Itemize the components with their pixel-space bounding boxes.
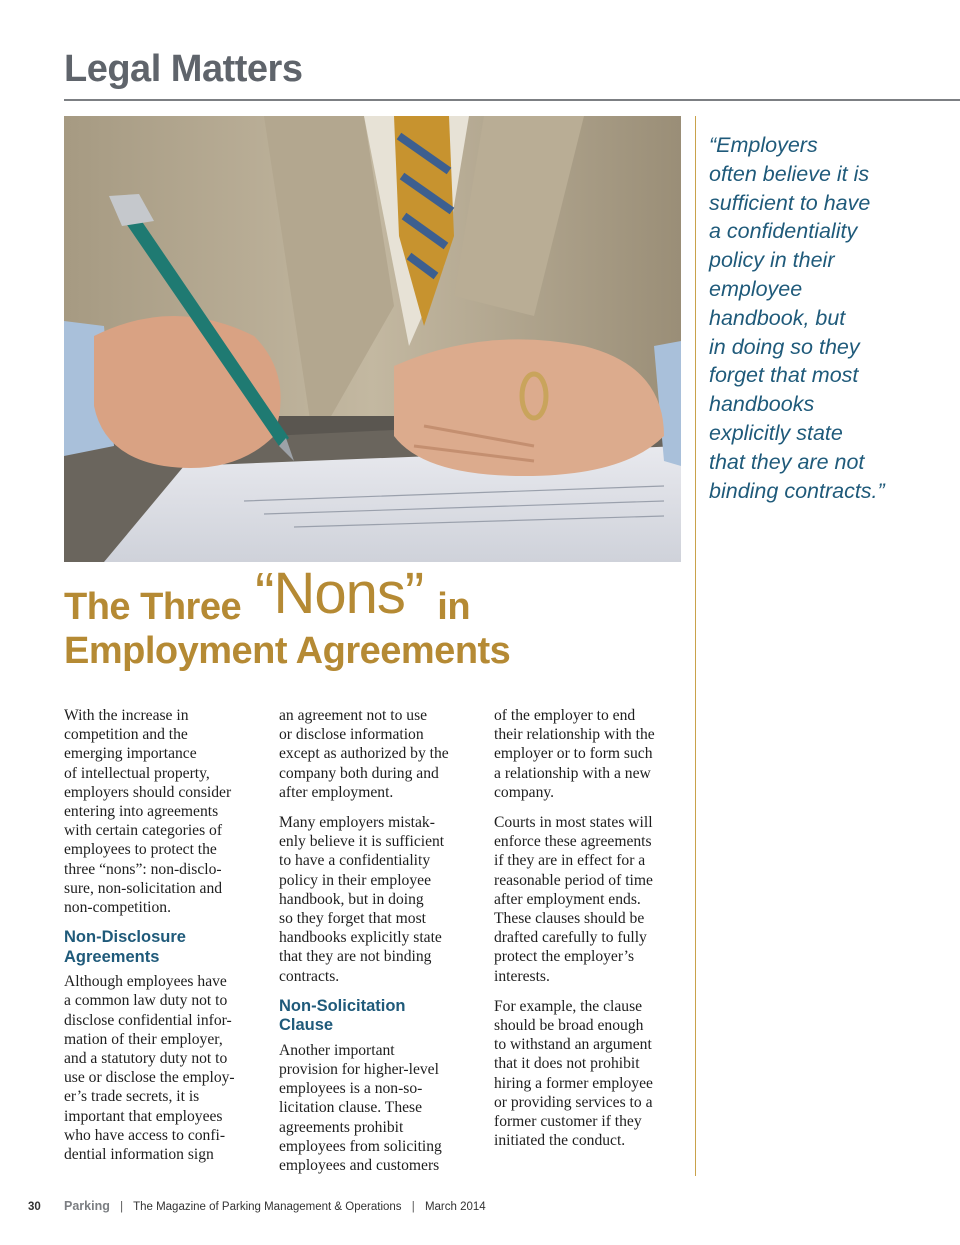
text-line: handbooks explicitly state xyxy=(279,929,442,947)
text-line: employees to protect the xyxy=(64,841,217,859)
text-line: former customer if they xyxy=(494,1113,642,1131)
paragraph xyxy=(494,997,684,1151)
headline-part1: The Three xyxy=(64,586,242,628)
pull-quote-line: often believe it is xyxy=(709,161,870,186)
page-footer xyxy=(28,1199,486,1213)
text-line: and a statutory duty not to xyxy=(64,1050,228,1068)
subheading-line: Clause xyxy=(279,1016,334,1035)
text-line: so they forget that most xyxy=(279,910,426,928)
block-gap xyxy=(279,986,469,997)
pull-quote-line: that they are not xyxy=(709,449,865,474)
subheading xyxy=(279,997,469,1036)
pull-quote-line: employee xyxy=(709,276,803,301)
block-gap xyxy=(279,802,469,813)
paragraph xyxy=(279,706,469,802)
text-line: mation of their employer, xyxy=(64,1030,223,1048)
text-line: competition and the xyxy=(64,726,188,744)
text-line: contracts. xyxy=(279,967,340,985)
text-line: These clauses should be xyxy=(494,910,645,928)
text-line: after employment. xyxy=(279,783,394,801)
magazine-name: Parking xyxy=(64,1199,110,1213)
text-line: Courts in most states will xyxy=(494,814,653,832)
page-number: 30 xyxy=(28,1201,41,1213)
text-line: that they are not binding xyxy=(279,948,432,966)
text-line: drafted carefully to fully xyxy=(494,929,647,947)
text-line: three “nons”: non-disclo- xyxy=(64,860,222,878)
text-column-3 xyxy=(494,706,684,1150)
text-line: who have access to confi- xyxy=(64,1126,226,1144)
footer-separator: | xyxy=(411,1201,415,1213)
text-line: employees is a non-so- xyxy=(279,1080,423,1098)
text-line: Although employees have xyxy=(64,973,227,991)
top-rule xyxy=(64,99,960,101)
magazine-tagline: The Magazine of Parking Management & Operations xyxy=(133,1201,402,1213)
paragraph xyxy=(279,813,469,986)
text-line: to withstand an argument xyxy=(494,1036,652,1054)
text-line: a common law duty not to xyxy=(64,992,228,1010)
subheading-line: Non-Disclosure xyxy=(64,928,186,947)
text-column-1 xyxy=(64,706,254,1164)
text-line: Another important xyxy=(279,1041,395,1059)
text-column-2 xyxy=(279,706,469,1175)
text-line: reasonable period of time xyxy=(494,871,653,889)
pull-quote-line: binding contracts.” xyxy=(709,478,885,503)
text-line: company. xyxy=(494,783,555,801)
text-line: after employment ends. xyxy=(494,890,641,908)
pull-quote-line: “Employers xyxy=(709,133,818,157)
text-line: handbook, but in doing xyxy=(279,890,424,908)
text-line: of intellectual property, xyxy=(64,764,210,782)
text-line: For example, the clause xyxy=(494,997,643,1015)
paragraph xyxy=(64,972,254,1164)
pull-quote-line: forget that most xyxy=(709,363,859,388)
pull-quote-line: in doing so they xyxy=(709,334,860,359)
text-line: licitation clause. These xyxy=(279,1099,423,1117)
photo-signing-document xyxy=(64,116,681,562)
subheading-line: Non-Solicitation xyxy=(279,996,406,1015)
text-line: of the employer to end xyxy=(494,707,636,724)
text-line: interests. xyxy=(494,967,550,985)
text-line: their relationship with the xyxy=(494,726,655,744)
headline-part2: in xyxy=(437,586,471,628)
subheading-line: Agreements xyxy=(64,947,160,966)
text-line: policy in their employee xyxy=(279,871,431,889)
text-line: initiated the conduct. xyxy=(494,1132,626,1150)
text-line: or disclose information xyxy=(279,726,424,744)
text-line: enly believe it is sufficient xyxy=(279,833,445,851)
text-line: except as authorized by the xyxy=(279,745,449,763)
text-line: entering into agreements xyxy=(64,803,219,821)
column-rule xyxy=(695,116,696,1176)
article-headline xyxy=(64,561,694,673)
text-line: Many employers mistak- xyxy=(279,814,435,832)
text-line: important that employees xyxy=(64,1107,223,1125)
headline-nons: “Nons” xyxy=(255,561,424,626)
block-gap xyxy=(494,986,684,997)
pull-quote-line: handbooks xyxy=(709,392,815,417)
paragraph xyxy=(494,706,684,802)
paragraph xyxy=(494,813,684,986)
text-line: non-competition. xyxy=(64,899,171,917)
text-line: With the increase in xyxy=(64,707,189,724)
text-line: use or disclose the employ- xyxy=(64,1069,235,1087)
text-line: an agreement not to use xyxy=(279,707,428,724)
text-line: emerging importance xyxy=(64,745,197,763)
text-line: employees and customers xyxy=(279,1157,440,1175)
text-line: should be broad enough xyxy=(494,1017,644,1035)
paragraph xyxy=(279,1041,469,1175)
text-line: enforce these agreements xyxy=(494,833,652,851)
text-line: employees from soliciting xyxy=(279,1137,442,1155)
text-line: a relationship with a new xyxy=(494,764,651,782)
section-title: Legal Matters xyxy=(64,48,303,90)
text-line: hiring a former employee xyxy=(494,1074,653,1092)
block-gap xyxy=(494,802,684,813)
headline-line2: Employment Agreements xyxy=(64,630,511,672)
pull-quote-line: explicitly state xyxy=(709,420,843,445)
text-line: employer or to form such xyxy=(494,745,653,763)
text-line: protect the employer’s xyxy=(494,948,635,966)
pull-quote-line: policy in their xyxy=(709,248,835,273)
text-line: dential information sign xyxy=(64,1146,214,1164)
text-line: disclose confidential infor- xyxy=(64,1011,232,1029)
pull-quote-line: sufficient to have xyxy=(709,190,871,215)
text-line: if they are in effect for a xyxy=(494,852,646,870)
text-line: company both during and xyxy=(279,764,439,782)
text-line: agreements prohibit xyxy=(279,1118,404,1136)
text-line: with certain categories of xyxy=(64,822,223,840)
block-gap xyxy=(64,917,254,928)
subheading xyxy=(64,928,254,967)
text-line: provision for higher-level xyxy=(279,1061,439,1079)
text-line: er’s trade secrets, it is xyxy=(64,1088,200,1106)
text-line: that it does not prohibit xyxy=(494,1055,640,1073)
footer-separator: | xyxy=(120,1201,124,1213)
issue-date: March 2014 xyxy=(424,1201,486,1213)
pull-quote-line: handbook, but xyxy=(709,305,846,330)
pull-quote xyxy=(709,131,949,505)
pull-quote-line: a confidentiality xyxy=(709,219,858,244)
paragraph xyxy=(64,706,254,917)
text-line: to have a confidentiality xyxy=(279,852,431,870)
text-line: or providing services to a xyxy=(494,1093,653,1111)
text-line: sure, non-solicitation and xyxy=(64,879,223,897)
text-line: employers should consider xyxy=(64,783,232,801)
